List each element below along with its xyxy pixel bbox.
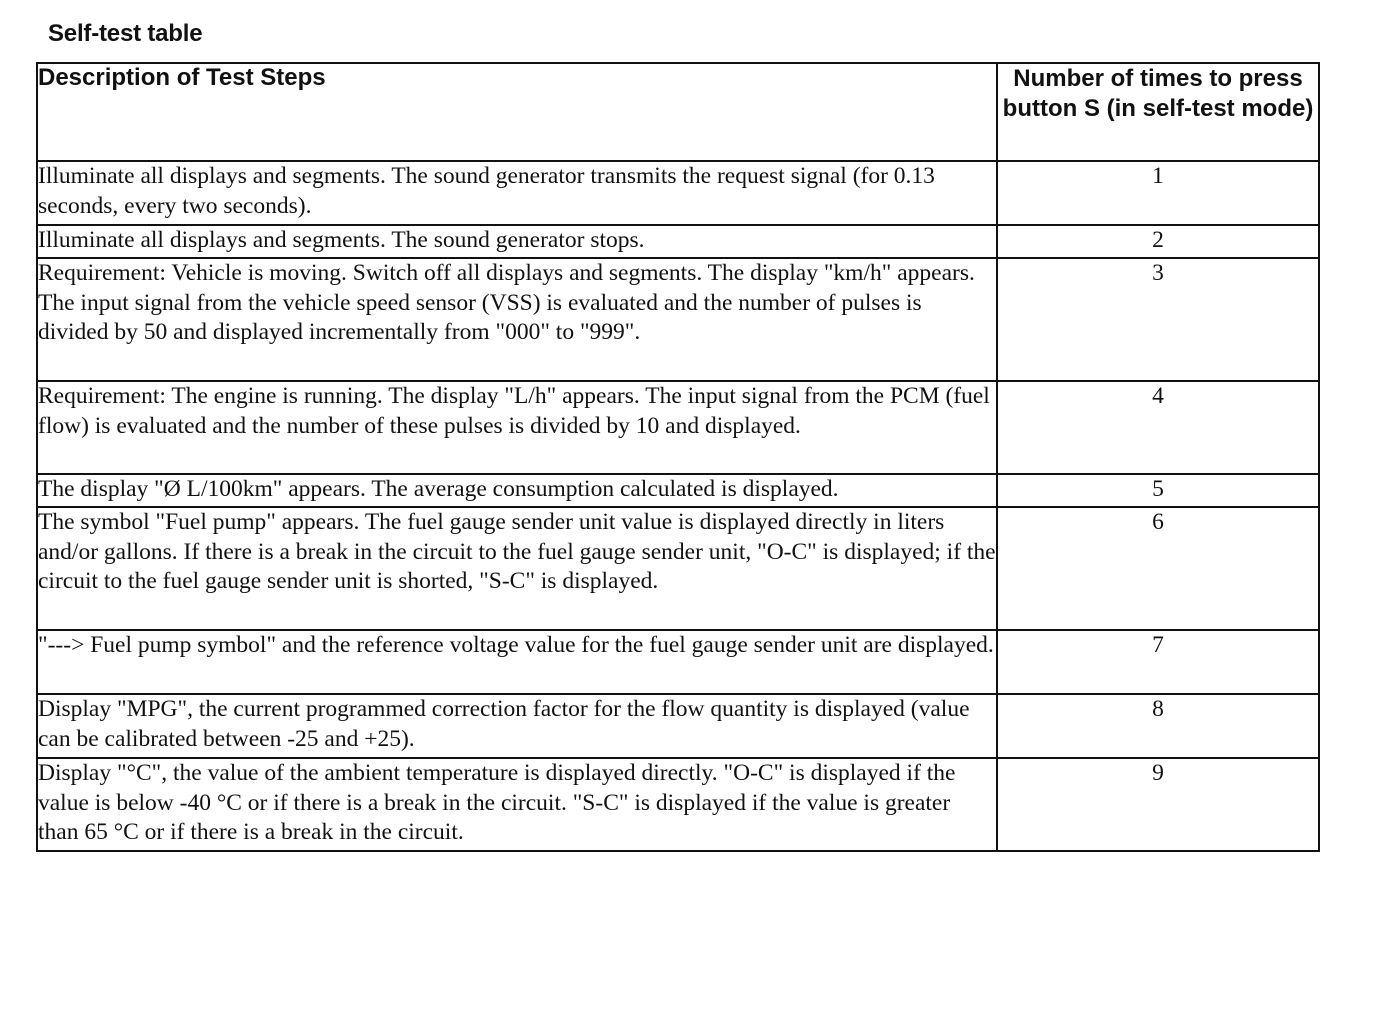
step-description: Requirement: Vehicle is moving. Switch off all displays and segments. The display "km/h" appears. The input signal from the vehicle speed sensor (VSS) is evaluated and the number of pulses is divided by 50 and displayed incrementally from "000" to "999". bbox=[37, 258, 997, 381]
press-count: 3 bbox=[997, 258, 1319, 381]
step-description: "---> Fuel pump symbol" and the reference voltage value for the fuel gauge sender unit are displayed. bbox=[37, 630, 997, 694]
table-row bbox=[37, 474, 1319, 507]
table-row bbox=[37, 507, 1319, 630]
press-count: 7 bbox=[997, 630, 1319, 694]
self-test-table bbox=[36, 62, 1320, 852]
press-count: 5 bbox=[997, 474, 1319, 507]
step-description: Display "MPG", the current programmed correction factor for the flow quantity is displayed (value can be calibrated between -25 and +25). bbox=[37, 694, 997, 758]
press-count: 1 bbox=[997, 161, 1319, 225]
table-row bbox=[37, 381, 1319, 474]
press-count: 4 bbox=[997, 381, 1319, 474]
table-row bbox=[37, 225, 1319, 258]
step-description: Illuminate all displays and segments. The sound generator transmits the request signal (for 0.13 seconds, every two seconds). bbox=[37, 161, 997, 225]
table-header-row bbox=[37, 63, 1319, 161]
step-description: Illuminate all displays and segments. The sound generator stops. bbox=[37, 225, 997, 258]
header-button-presses: Number of times to press button S (in self-test mode) bbox=[997, 63, 1319, 161]
press-count: 2 bbox=[997, 225, 1319, 258]
table-row bbox=[37, 258, 1319, 381]
press-count: 9 bbox=[997, 758, 1319, 851]
step-description: The display "Ø L/100km" appears. The average consumption calculated is displayed. bbox=[37, 474, 997, 507]
table-row bbox=[37, 161, 1319, 225]
table-row bbox=[37, 694, 1319, 758]
table-row bbox=[37, 758, 1319, 851]
step-description: Requirement: The engine is running. The display "L/h" appears. The input signal from the PCM (fuel flow) is evaluated and the number of these pulses is divided by 10 and displayed. bbox=[37, 381, 997, 474]
step-description: Display "°C", the value of the ambient temperature is displayed directly. "O-C" is displayed if the value is below -40 °C or if there is a break in the circuit. "S-C" is displayed if the value is greater than 65 °C or if there is a break in the circuit. bbox=[37, 758, 997, 851]
table-row bbox=[37, 630, 1319, 694]
step-description: The symbol "Fuel pump" appears. The fuel gauge sender unit value is displayed directly in liters and/or gallons. If there is a break in the circuit to the fuel gauge sender unit, "O-C" is displayed; if the circuit to the fuel gauge sender unit is shorted, "S-C" is displayed. bbox=[37, 507, 997, 630]
press-count: 8 bbox=[997, 694, 1319, 758]
page-title: Self-test table bbox=[48, 20, 203, 47]
header-description: Description of Test Steps bbox=[37, 63, 997, 161]
press-count: 6 bbox=[997, 507, 1319, 630]
